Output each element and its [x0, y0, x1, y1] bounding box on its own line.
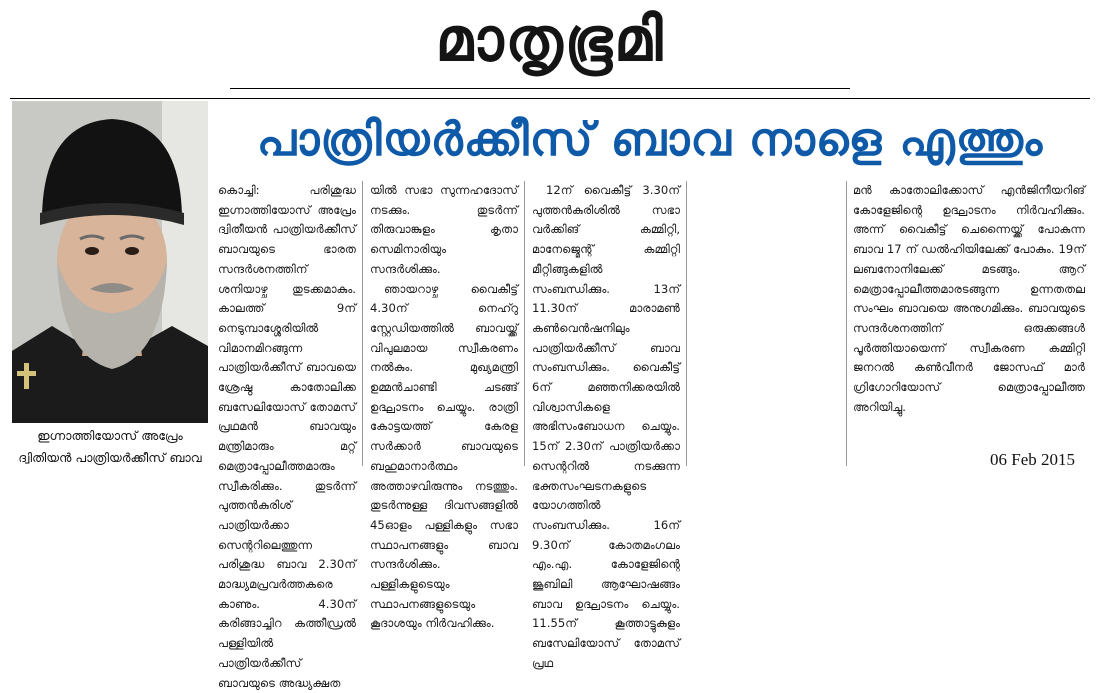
- article-column-1: [218, 181, 356, 690]
- headline: പാത്രിയർക്കീസ് ബാവ നാളെ എത്തും: [256, 112, 1044, 166]
- article-paragraph: മൻ കാതോലിക്കോസ് എൻജിനീയറിങ് കോളേജിന്റെ ഉദ്ഘാടനം നിർവഹിക്കും. അന്ന് വൈകീട്ട് ചെന്നൈയ്ക്ക് പോകുന്ന ബാവ 17 ന് ഡൽഹിയിലേക്ക് പോകും. 19ന് ലബനോനിലേക്ക് മടങ്ങും. ആറ് മെത്രാപ്പോലീത്തമാരടങ്ങുന്ന ഉന്നതതല സംഘം ബാവയെ അനുഗമിക്കും. ബാവയുടെ സന്ദർശനത്തിന് ഒരുക്കങ്ങൾ പൂർത്തിയായെന്ന് സ്വീകരണ കമ്മിറ്റി ജനറൽ കൺവീനർ ജോസഫ് മാർ ഗ്രിഗോറിയോസ് മെത്രാപ്പോലീത്ത അറിയിച്ചു.: [853, 183, 1085, 414]
- column-divider: [686, 181, 687, 466]
- photo-caption: [12, 425, 208, 469]
- article-paragraph: യിൽ സഭാ സുന്നഹദോസ് നടക്കും. തുടർന്ന് തിരുവാങ്കുളം കൃതാ സെമിനാരിയും സന്ദർശിക്കും.: [370, 183, 518, 276]
- masthead-rule: [230, 88, 850, 89]
- article-column-2: [370, 181, 518, 631]
- article-paragraph: 12ന് വൈകീട്ട് 3.30ന് പുത്തൻകുരിശിൽ സഭാ വർക്കിങ് കമ്മിറ്റി, മാനേജ്മെന്റ് കമ്മിറ്റി മീറ്റിങ്ങുകളിൽ സംബന്ധിക്കും. 13ന് 11.30ന് മാരാമൺ കൺവെൻഷനിലും പാത്രിയർക്കീസ് ബാവ സംബന്ധിക്കും. വൈകീട്ട് 6ന് മഞ്ഞനിക്കരയിൽ വിശ്വാസികളെ അഭിസംബോധന ചെയ്യും. 15ന് 2.30ന് പാത്രിയർക്കാ സെന്ററിൽ നടക്കുന്ന ഭക്തസംഘടനകളുടെ യോഗത്തിൽ സംബന്ധിക്കും. 16ന് 9.30ന് കോതമംഗലം എം.എ. കോളേജിന്റെ ജൂബിലി ആഘോഷങ്ങം ബാവ ഉദ്ഘാടനം ചെയ്യും. 11.55ന് കൂത്താട്ടുകുളം ബസേലിയോസ് തോമസ് പ്രഥ: [532, 183, 680, 670]
- column-divider: [846, 181, 847, 466]
- article-column-3: [532, 181, 680, 670]
- article-paragraph: ഞായറാഴ്ച വൈകീട്ട് 4.30ന് നെഹ്റു സ്റ്റേഡിയത്തിൽ ബാവയ്ക്ക് വിപുലമായ സ്വീകരണം നൽകും. മുഖ്യമന്ത്രി ഉമ്മൻചാണ്ടി ചടങ്ങ് ഉദ്ഘാടനം ചെയ്യും. രാത്രി കോട്ടയത്ത് കേരള സർക്കാർ ബാവയുടെ ബഹുമാനാർത്ഥം അത്താഴവിരുന്നും നടത്തും. തുടർന്നുള്ള ദിവസങ്ങളിൽ 45ഓളം പള്ളികളും സഭാ സ്ഥാപനങ്ങളും ബാവ സന്ദർശിക്കും. പള്ളികളുടെയും സ്ഥാപനങ്ങളുടെയും കൂദാശയും നിർവഹിക്കും.: [370, 281, 518, 631]
- portrait-photo: [12, 101, 208, 423]
- newspaper-masthead: മാതൃഭൂമി: [435, 5, 665, 75]
- caption-line-title: ദ്വിതിയൻ പാത്രിയർക്കീസ് ബാവ: [18, 450, 202, 465]
- article-paragraph: കൊച്ചി: പരിശുദ്ധ ഇഗ്നാത്തിയോസ് അപ്രേം ദ്വിതീയൻ പാത്രിയർക്കീസ് ബാവയുടെ ഭാരത സന്ദർശനത്തിന് ശനിയാഴ്ച തുടക്കമാകും. കാലത്ത് 9ന് നെടുമ്പാശ്ശേരിയിൽ വിമാനമിറങ്ങുന്ന പാത്രിയർക്കീസ് ബാവയെ ശ്രേഷ്ഠ കാതോലിക്ക ബസേലിയോസ് തോമസ് പ്രഥമൻ ബാവയും മന്ത്രിമാരും മറ്റ് മെത്രാപ്പോലീത്തമാരും സ്വീകരിക്കും. തുടർന്ന് പുത്തൻകുരിശ് പാത്രിയർക്കാ സെന്ററിലെത്തുന്ന പരിശുദ്ധ ബാവ 2.30ന് മാദ്ധ്യമപ്രവർത്തകരെ കാണും. 4.30ന് കരിങ്ങാച്ചിറ കത്തീഡ്രൽ പള്ളിയിൽ പാത്രിയർക്കീസ് ബാവയുടെ അദ്ധ്യക്ഷത: [218, 183, 356, 690]
- caption-line-name: ഇഗ്നാത്തിയോസ് അപ്രേം: [37, 428, 183, 443]
- article-column-4: [853, 181, 1085, 451]
- column-divider: [524, 181, 525, 466]
- top-border-rule: [10, 98, 1090, 99]
- publication-date: 06 Feb 2015: [990, 450, 1075, 469]
- column-divider: [362, 181, 363, 466]
